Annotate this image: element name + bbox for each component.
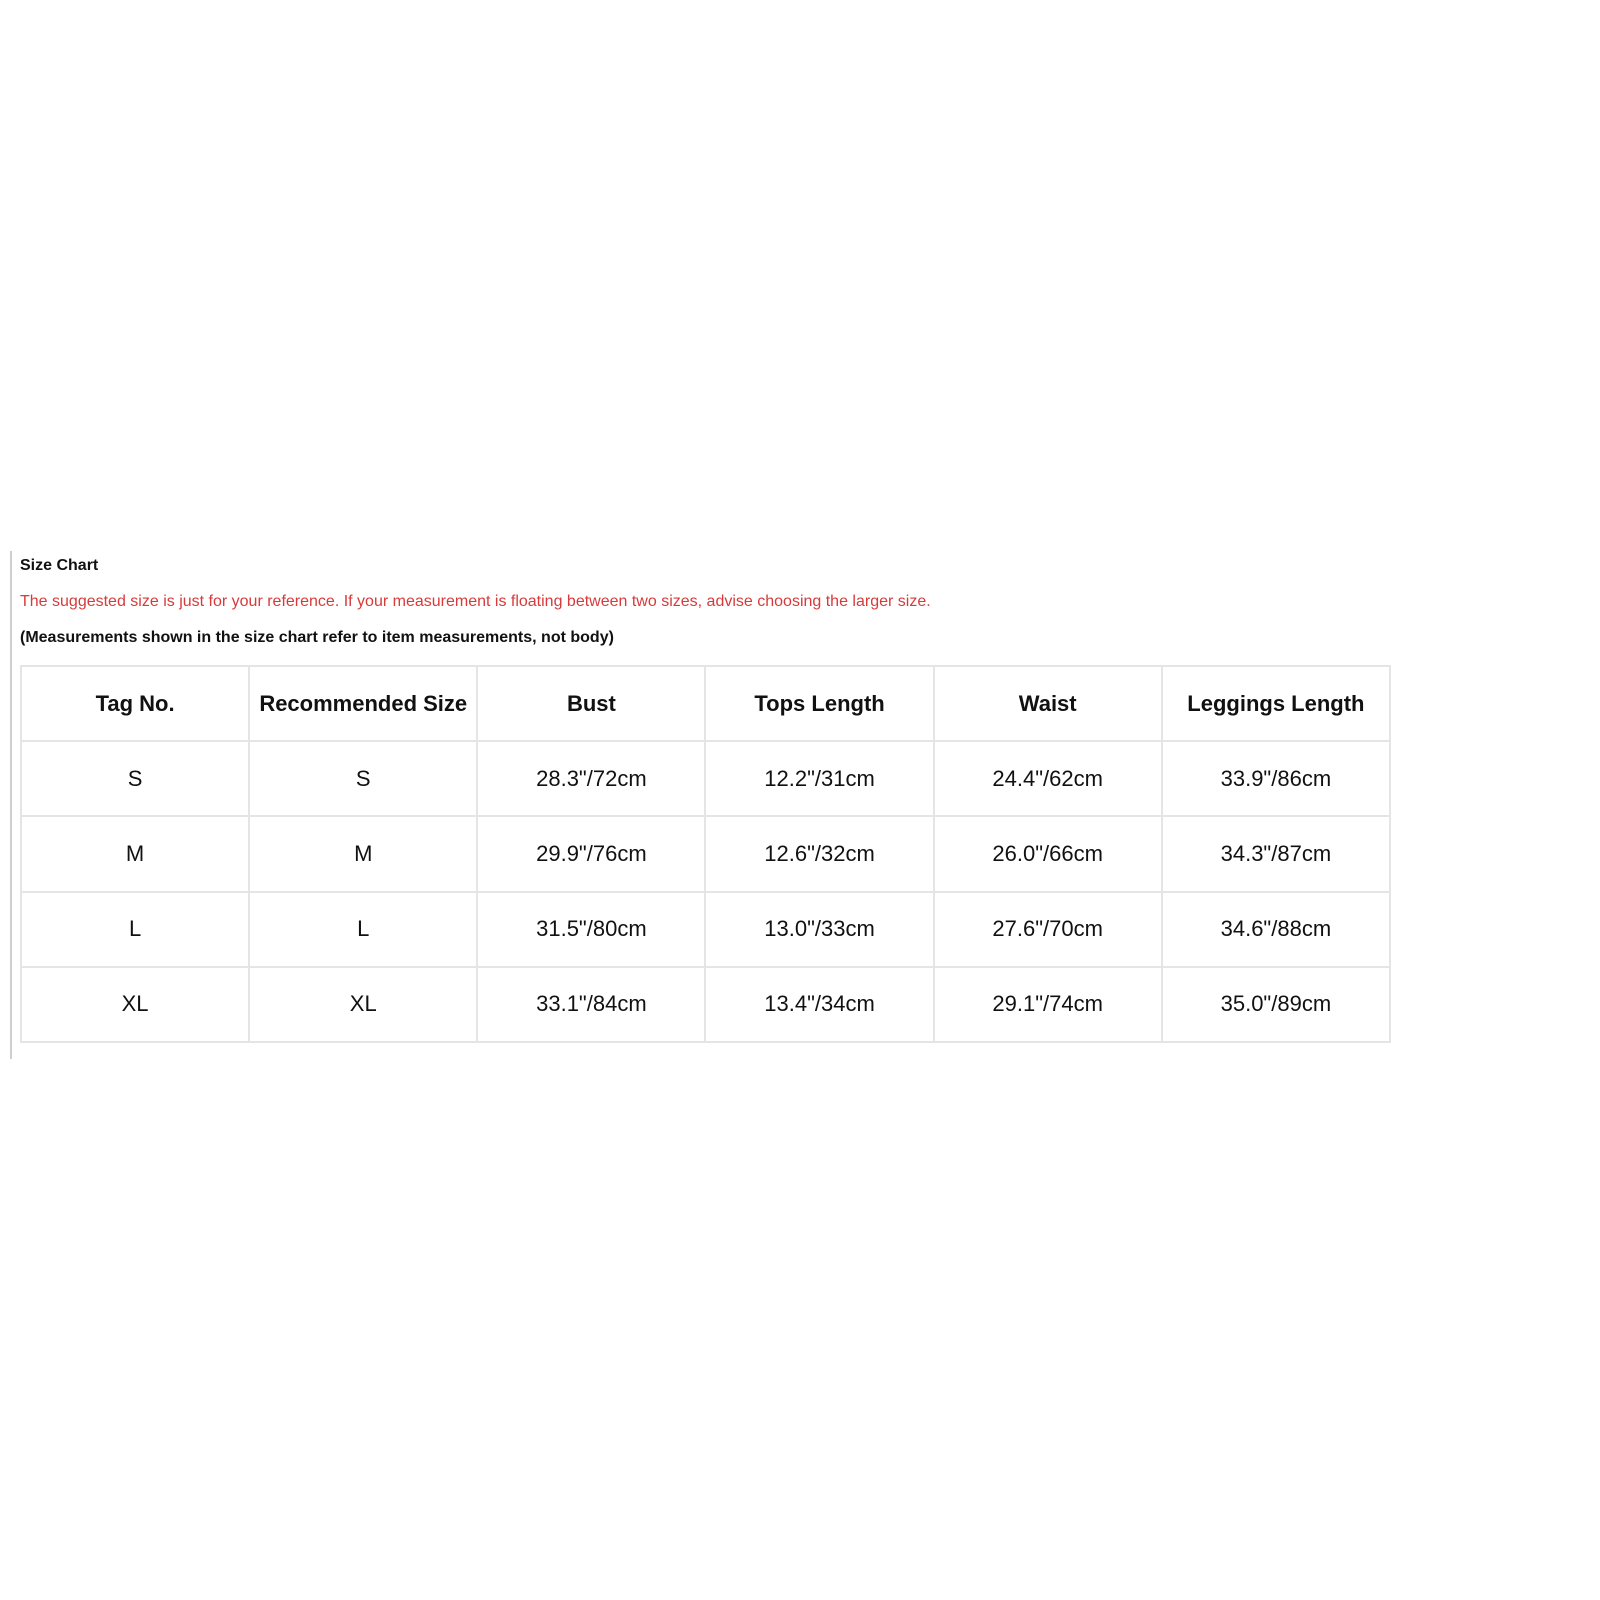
waist-cell: 29.1"/74cm — [934, 967, 1162, 1042]
header-bust: Bust — [477, 666, 705, 741]
tops-length-cell: 12.2"/31cm — [705, 741, 933, 816]
header-recommended-size: Recommended Size — [249, 666, 477, 741]
left-rule — [10, 551, 12, 1059]
recommended-size-cell: M — [249, 816, 477, 891]
measurement-note: (Measurements shown in the size chart refer to item measurements, not body) — [20, 629, 614, 646]
waist-cell: 26.0"/66cm — [934, 816, 1162, 891]
size-table — [20, 665, 1391, 1043]
header-tops-length: Tops Length — [705, 666, 933, 741]
leggings-length-cell: 34.6"/88cm — [1162, 892, 1390, 967]
size-chart-title: Size Chart — [20, 557, 99, 574]
size-table-wrapper — [20, 665, 1391, 1043]
tops-length-cell: 13.4"/34cm — [705, 967, 933, 1042]
tag-cell: L — [21, 892, 249, 967]
waist-cell: 27.6"/70cm — [934, 892, 1162, 967]
bust-cell: 28.3"/72cm — [477, 741, 705, 816]
header-row — [21, 666, 1390, 741]
table-row — [21, 741, 1390, 816]
recommended-size-cell: XL — [249, 967, 477, 1042]
tag-cell: XL — [21, 967, 249, 1042]
tag-cell: M — [21, 816, 249, 891]
leggings-length-cell: 33.9"/86cm — [1162, 741, 1390, 816]
recommended-size-cell: L — [249, 892, 477, 967]
table-row — [21, 816, 1390, 891]
leggings-length-cell: 34.3"/87cm — [1162, 816, 1390, 891]
recommended-size-cell: S — [249, 741, 477, 816]
bust-cell: 31.5"/80cm — [477, 892, 705, 967]
table-row — [21, 892, 1390, 967]
tag-cell: S — [21, 741, 249, 816]
waist-cell: 24.4"/62cm — [934, 741, 1162, 816]
size-suggestion-notice: The suggested size is just for your reference. If your measurement is floating between two sizes, advise choosing the larger size. — [20, 593, 931, 610]
size-table-head — [21, 666, 1390, 741]
tops-length-cell: 12.6"/32cm — [705, 816, 933, 891]
bust-cell: 33.1"/84cm — [477, 967, 705, 1042]
tops-length-cell: 13.0"/33cm — [705, 892, 933, 967]
leggings-length-cell: 35.0"/89cm — [1162, 967, 1390, 1042]
size-table-body — [21, 741, 1390, 1042]
header-waist: Waist — [934, 666, 1162, 741]
bust-cell: 29.9"/76cm — [477, 816, 705, 891]
header-tag-no: Tag No. — [21, 666, 249, 741]
table-row — [21, 967, 1390, 1042]
header-leggings-length: Leggings Length — [1162, 666, 1390, 741]
